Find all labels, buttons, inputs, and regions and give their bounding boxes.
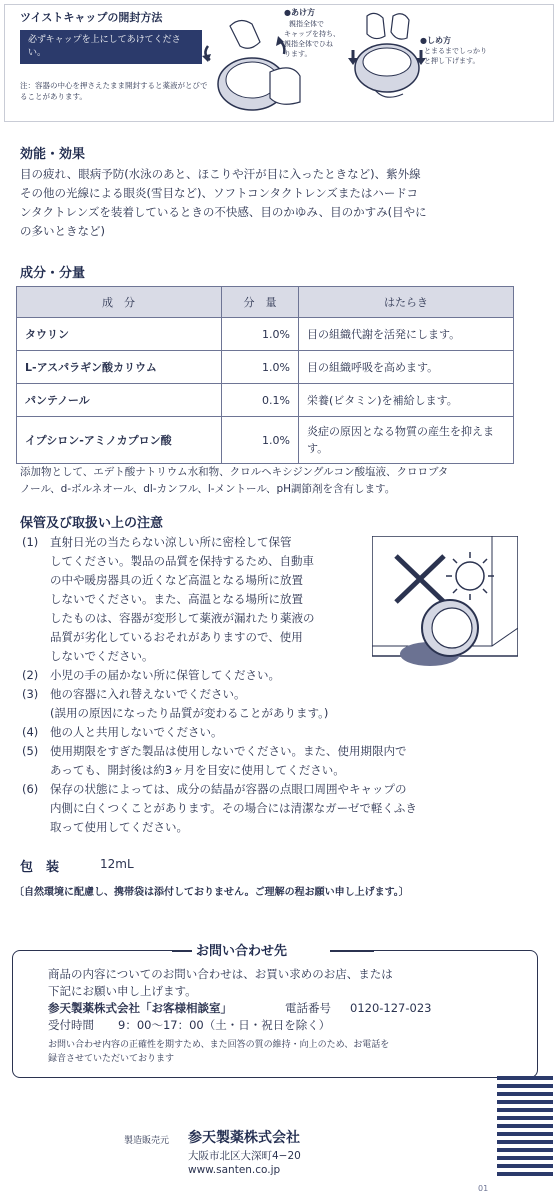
storage-item-6-no: (6) [22, 782, 39, 796]
ingredient-qty: 0.1% [222, 384, 299, 417]
package-volume: 12mL [100, 857, 134, 871]
stripe-mark [497, 1108, 553, 1112]
col-header-qty: 分 量 [222, 287, 299, 318]
storage-item-2-no: (2) [22, 668, 39, 682]
ingredient-role: 栄養(ビタミン)を補給します。 [299, 384, 514, 417]
stripe-mark [497, 1092, 553, 1096]
storage-heading: 保管及び取扱い上の注意 [20, 516, 164, 531]
efficacy-line-3: ンタクトレンズを装着しているときの不快感、目のかゆみ、目のかすみ(目やに [20, 205, 427, 219]
storage-item-3-line: 他の容器に入れ替えないでください。 [50, 687, 246, 701]
stripe-mark [497, 1124, 553, 1128]
ingredients-heading: 成分・分量 [20, 266, 86, 281]
table-row [17, 384, 514, 417]
stripe-mark [497, 1156, 553, 1160]
storage-item-1-line: したものは、容器が変形して薬液が漏れたり薬液の [50, 611, 315, 625]
ingredients-table [16, 286, 514, 464]
ingredient-role: 目の組織代謝を活発にします。 [299, 318, 514, 351]
stripe-mark [497, 1172, 553, 1176]
storage-item-6-line: 保存の状態によっては、成分の結晶が容器の点眼口周囲やキャップの [50, 782, 407, 796]
manufacturer-label: 製造販売元 [124, 1136, 170, 1146]
close-head: ●しめ方 [420, 36, 451, 45]
storage-item-6-line: 取って使用してください。 [50, 820, 188, 834]
twist-cap-warning: 必ずキャップを上にしてあけてください。 [20, 30, 202, 64]
col-header-name: 成 分 [17, 287, 222, 318]
storage-item-1-line: 直射日光の当たらない涼しい所に密栓して保管 [50, 535, 292, 549]
stripe-mark [497, 1132, 553, 1136]
ingredient-role: 炎症の原因となる物質の産生を抑えます。 [299, 417, 514, 464]
ingredient-name: タウリン [17, 318, 222, 351]
stripe-mark [497, 1076, 553, 1080]
close-line-1: とまるまでしっかり [424, 47, 487, 55]
table-row [17, 318, 514, 351]
storage-item-1-line: しないでください。また、高温となる場所に放置 [50, 592, 303, 606]
stripe-mark [497, 1164, 553, 1168]
contact-hours-label: 受付時間 [48, 1018, 94, 1032]
twist-cap-title: ツイストキャップの開封方法 [20, 11, 163, 24]
stripe-mark [497, 1116, 553, 1120]
contact-line-2: 下記にお願い申し上げます。 [48, 984, 197, 998]
contact-title: お問い合わせ先 [196, 944, 288, 959]
storage-item-1-line: の中や暖房器具の近くなど高温となる場所に放置 [50, 573, 303, 587]
ingredient-qty: 1.0% [222, 318, 299, 351]
manufacturer-url: www.santen.co.jp [188, 1164, 281, 1176]
efficacy-heading: 効能・効果 [20, 147, 86, 162]
open-line-1: 親指全体で [289, 20, 324, 28]
manufacturer-name: 参天製薬株式会社 [188, 1130, 300, 1146]
storage-item-6-line: 内側に白くつくことがあります。その場合には清潔なガーゼで軽くふき [50, 801, 417, 815]
additives-line-1: 添加物として、エデト酸ナトリウム水和物、クロルヘキシジングルコン酸塩液、クロロブタ [20, 466, 449, 478]
contact-company: 参天製薬株式会社「お客様相談室」 [48, 1001, 232, 1015]
storage-item-3-line: (誤用の原因になったり品質が変わることがあります。) [50, 706, 329, 720]
stripe-mark [497, 1140, 553, 1144]
contact-hours: 9：00～17：00（土・日・祝日を除く） [118, 1018, 331, 1032]
contact-phone: 0120-127-023 [350, 1001, 432, 1015]
storage-item-5-line: 使用期限をすぎた製品は使用しないでください。また、使用期限内で [50, 744, 407, 758]
twist-cap-note: 注：容器の中心を押さえたまま開封すると薬液がとびでることがあります。 [20, 81, 208, 101]
ingredient-qty: 1.0% [222, 417, 299, 464]
package-heading: 包 装 [20, 860, 60, 875]
contact-small-2: 録音させていただいております [48, 1054, 175, 1064]
manufacturer-address: 大阪市北区大深町4−20 [188, 1150, 301, 1162]
col-header-role: はたらき [299, 287, 514, 318]
ingredient-qty: 1.0% [222, 351, 299, 384]
open-line-2: キャップを持ち、 [284, 30, 340, 38]
storage-item-3-no: (3) [22, 687, 39, 701]
additives-line-2: ノール、d-ボルネオール、dl-カンフル、l-メントール、pH調節剤を含有します。 [20, 483, 396, 495]
storage-item-5-no: (5) [22, 744, 39, 758]
open-head: ●あけ方 [284, 8, 315, 17]
table-row [17, 417, 514, 464]
table-row [17, 351, 514, 384]
cap-close-illustration [345, 10, 435, 110]
contact-phone-label: 電話番号 [285, 1001, 331, 1015]
efficacy-line-1: 目の疲れ、眼病予防(水泳のあと、ほこりや汗が目に入ったときなど)、紫外線 [20, 167, 421, 181]
open-line-3: 親指全体でひね [284, 40, 333, 48]
close-line-2: と押し下げます。 [424, 57, 480, 65]
storage-item-4-line: 他の人と共用しないでください。 [50, 725, 223, 739]
no-sunlight-illustration [372, 536, 518, 672]
storage-item-1-no: (1) [22, 535, 39, 549]
contact-title-rule-left [172, 950, 192, 952]
ingredient-name: イプシロン-アミノカプロン酸 [17, 417, 222, 464]
package-notice: 〔自然環境に配慮し、携帯袋は添付しておりません。ご理解の程お願い申し上げます。〕 [14, 887, 409, 898]
stripe-mark [497, 1084, 553, 1088]
storage-item-1-line: 品質が劣化しているおそれがありますので、使用 [50, 630, 303, 644]
contact-title-rule-right [330, 950, 374, 952]
stripe-mark [497, 1148, 553, 1152]
efficacy-line-2: その他の光線による眼炎(雪目など)、ソフトコンタクトレンズまたはハードコ [20, 186, 418, 200]
contact-small-1: お問い合わせ内容の正確性を期すため、また回答の質の維持・向上のため、お電話を [48, 1040, 390, 1050]
stripe-mark [497, 1100, 553, 1104]
storage-item-2-line: 小児の手の届かない所に保管してください。 [50, 668, 280, 682]
open-line-4: ります。 [284, 50, 312, 58]
storage-item-4-no: (4) [22, 725, 39, 739]
storage-item-1-line: しないでください。 [50, 649, 154, 663]
page-code: 01 [478, 1184, 489, 1193]
contact-line-1: 商品の内容についてのお問い合わせは、お買い求めのお店、または [48, 967, 393, 981]
ingredient-name: パンテノール [17, 384, 222, 417]
ingredient-role: 目の組織呼吸を高めます。 [299, 351, 514, 384]
efficacy-line-4: の多いときなど) [20, 224, 105, 238]
ingredient-name: L-アスパラギン酸カリウム [17, 351, 222, 384]
storage-item-1-line: してください。製品の品質を保持するため、自動車 [50, 554, 315, 568]
storage-item-5-line: あっても、開封後は約3ヶ月を目安に使用してください。 [50, 763, 345, 777]
